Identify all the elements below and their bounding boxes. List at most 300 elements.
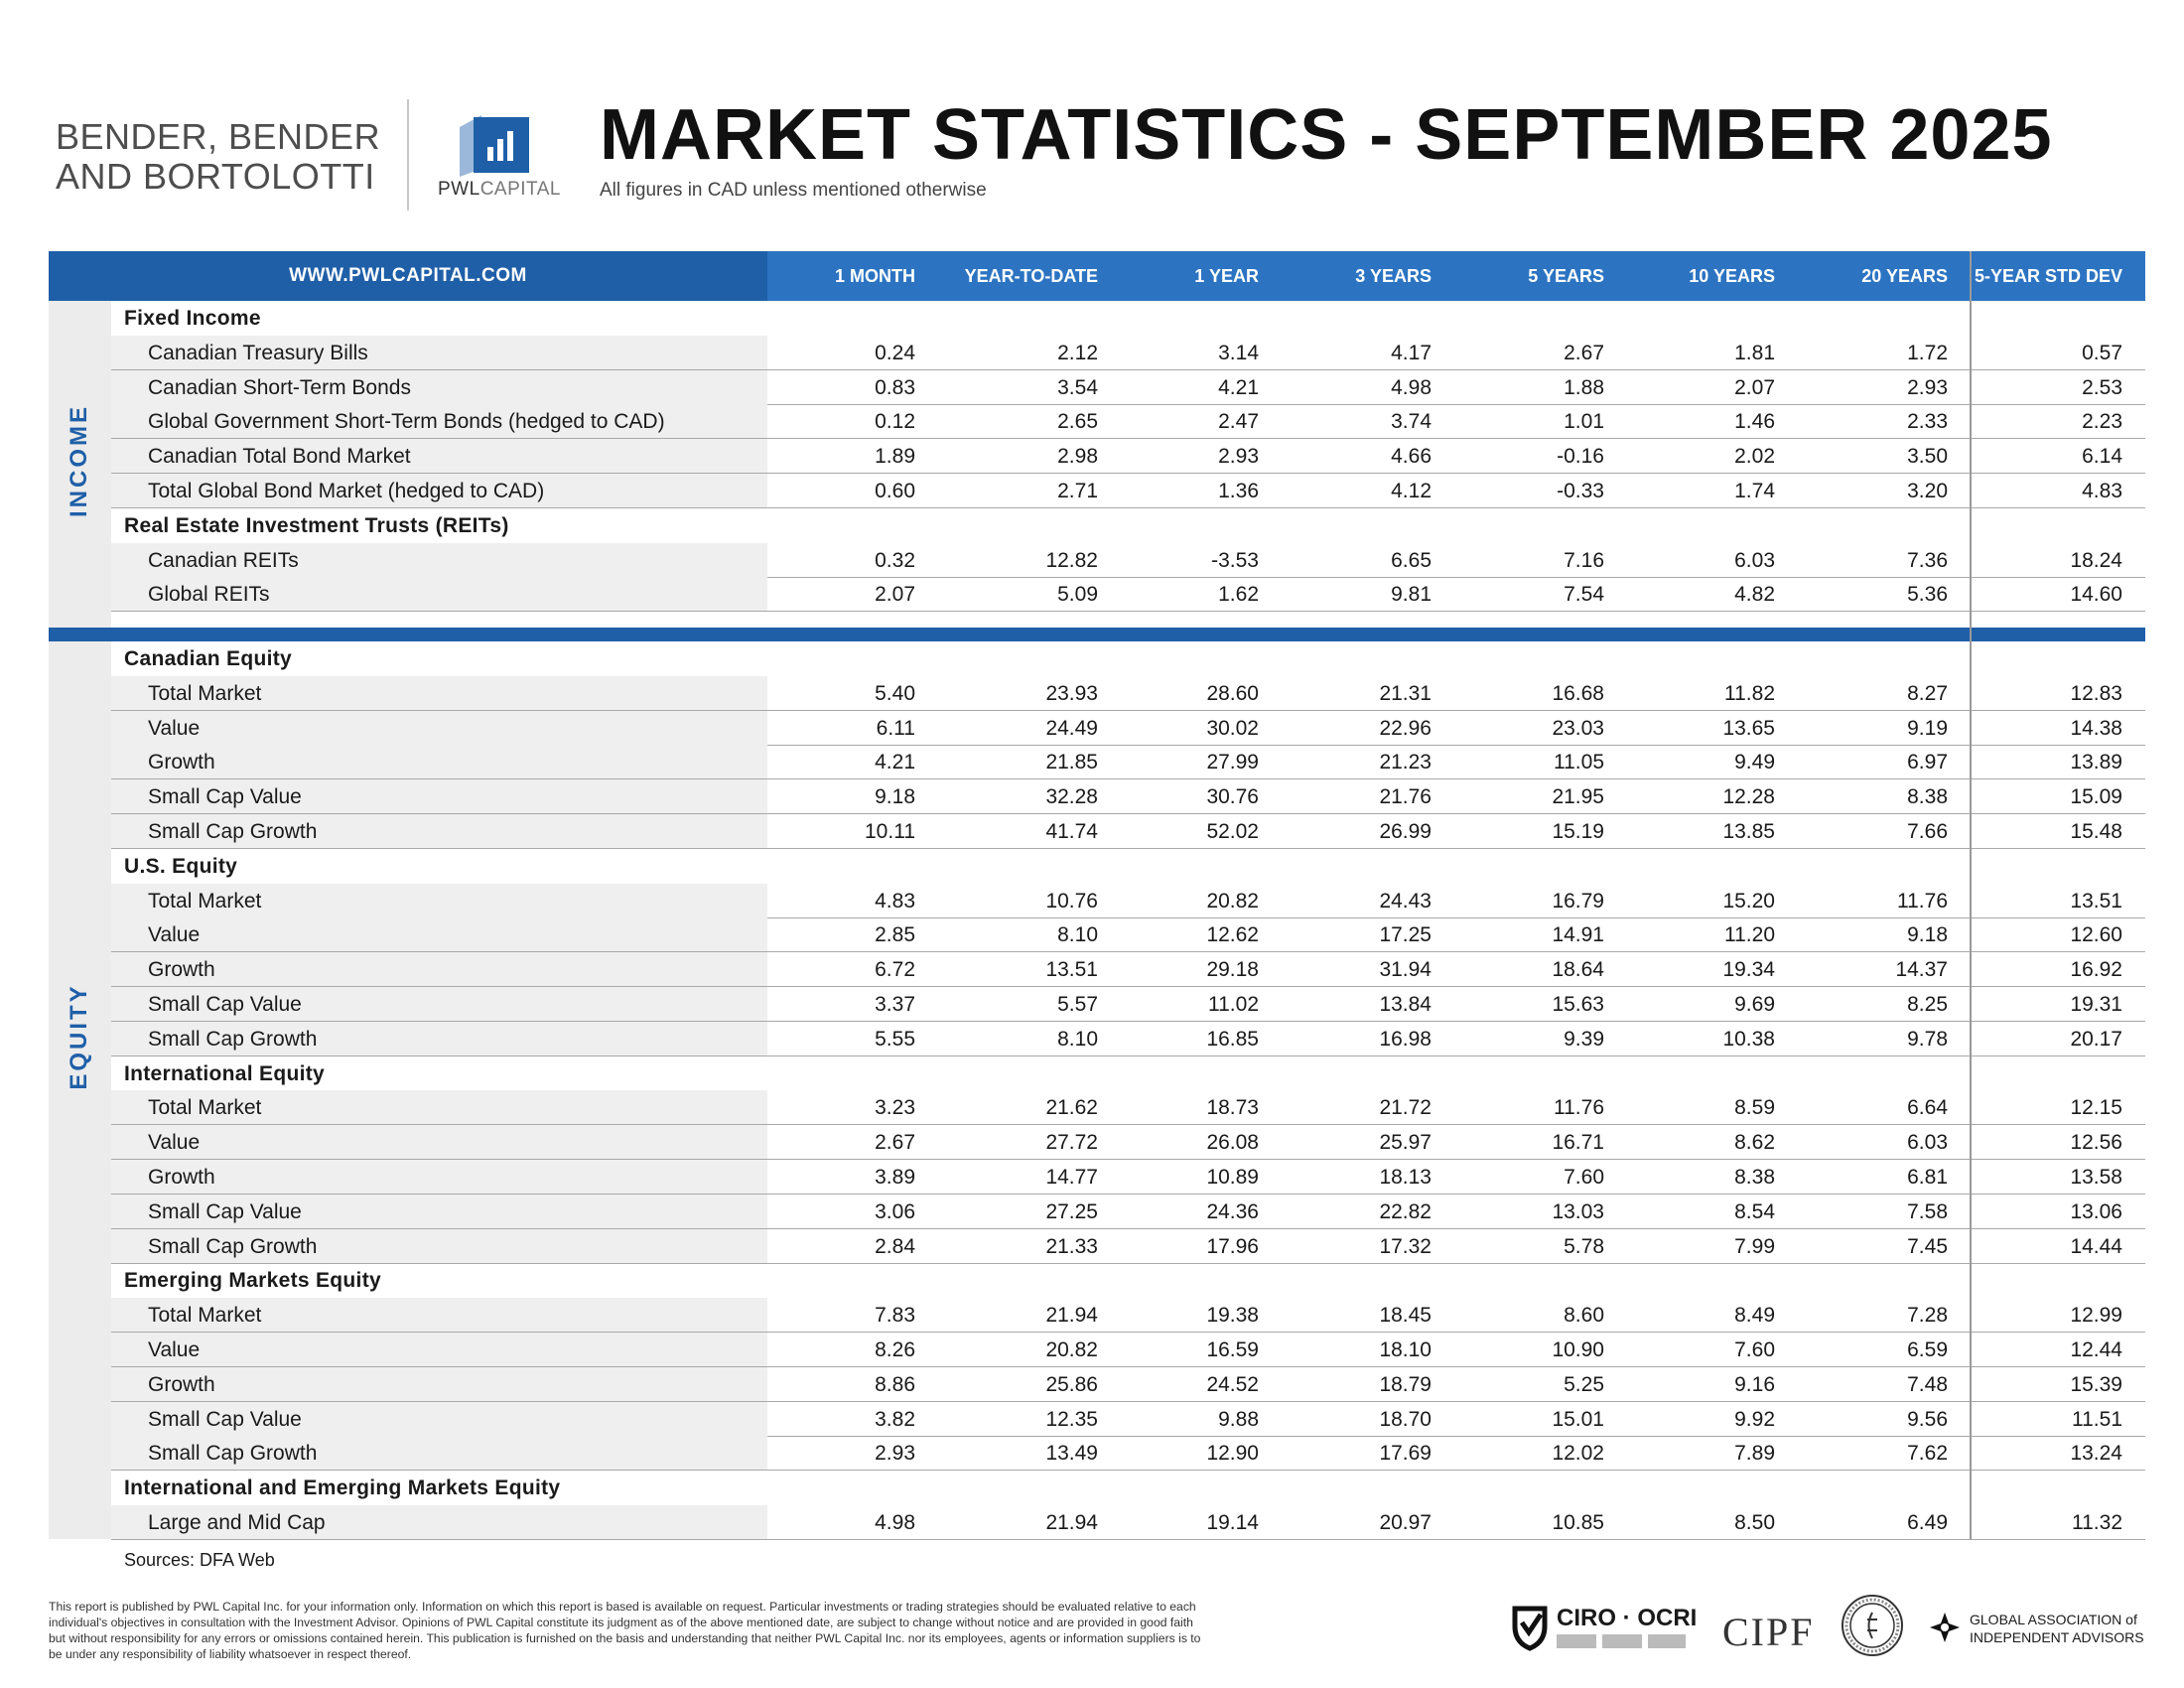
cell-value: 18.13 xyxy=(1379,1166,1432,1189)
cell-value: 2.53 xyxy=(2082,375,2122,399)
cell-value: 13.89 xyxy=(2070,751,2122,774)
cell-value: 19.38 xyxy=(1206,1304,1259,1328)
cell-value: 30.02 xyxy=(1206,716,1259,740)
cell-value: 8.50 xyxy=(1734,1511,1775,1534)
cell-value: 6.64 xyxy=(1907,1096,1948,1120)
column-header: 1 MONTH xyxy=(835,266,915,286)
cell-value: 3.06 xyxy=(875,1199,915,1223)
cell-value: 11.02 xyxy=(1208,993,1259,1016)
cell-value: 6.14 xyxy=(2082,445,2122,469)
cell-value: -0.16 xyxy=(1557,445,1604,469)
cell-value: 8.38 xyxy=(1907,785,1948,809)
table-row xyxy=(111,1090,2145,1125)
cell-value: 7.45 xyxy=(1907,1234,1948,1258)
row-label: Small Cap Growth xyxy=(148,1442,318,1466)
table-row xyxy=(111,1367,2145,1402)
cell-value: 8.86 xyxy=(875,1372,915,1396)
cell-value: 17.32 xyxy=(1379,1234,1432,1258)
row-label: Total Market xyxy=(148,681,262,705)
table-row xyxy=(111,952,2145,987)
cell-value: 15.19 xyxy=(1552,820,1604,843)
cell-value: 6.03 xyxy=(1734,548,1775,572)
firm-name-line2: AND BORTOLOTTI xyxy=(56,156,375,197)
table-row xyxy=(111,336,2145,370)
cell-value: 4.17 xyxy=(1391,341,1432,364)
cell-value: 25.97 xyxy=(1379,1131,1432,1155)
cell-value: 8.10 xyxy=(1057,923,1098,947)
cell-value: 8.38 xyxy=(1734,1166,1775,1189)
row-label: Total Global Bond Market (hedged to CAD) xyxy=(148,480,545,502)
cell-value: 7.66 xyxy=(1907,820,1948,843)
table-row xyxy=(111,1229,2145,1264)
table-row xyxy=(111,676,2145,711)
row-label-shade xyxy=(111,917,767,951)
row-label: Value xyxy=(148,716,201,740)
row-label: Small Cap Value xyxy=(148,1199,302,1223)
cell-value: 6.59 xyxy=(1907,1338,1948,1361)
cell-value: 5.25 xyxy=(1564,1372,1604,1396)
cell-value: 18.45 xyxy=(1379,1304,1432,1328)
row-label: Total Market xyxy=(148,889,262,913)
cell-value: 12.56 xyxy=(2070,1131,2122,1155)
cell-value: 41.74 xyxy=(1045,820,1098,843)
gaia-line2: INDEPENDENT ADVISORS xyxy=(1970,1629,2144,1645)
cell-value: 16.98 xyxy=(1379,1027,1432,1051)
cell-value: 5.57 xyxy=(1057,993,1098,1016)
cell-value: 1.89 xyxy=(875,445,915,469)
row-label: Canadian Short-Term Bonds xyxy=(148,375,411,399)
cell-value: 3.54 xyxy=(1057,375,1098,399)
cell-value: 9.49 xyxy=(1734,751,1775,774)
cell-value: 18.79 xyxy=(1379,1372,1432,1396)
cell-value: 7.58 xyxy=(1907,1199,1948,1223)
cell-value: 5.36 xyxy=(1907,583,1948,607)
cell-value: 2.98 xyxy=(1057,445,1098,469)
cell-value: 8.54 xyxy=(1734,1199,1775,1223)
cell-value: 8.26 xyxy=(875,1338,915,1361)
cell-value: 8.49 xyxy=(1734,1304,1775,1328)
row-label-shade xyxy=(111,1333,767,1366)
ciro-logo-text: CIRO · OCRI xyxy=(1557,1605,1698,1631)
cell-value: 9.78 xyxy=(1907,1027,1948,1051)
cell-value: 26.99 xyxy=(1379,820,1432,843)
cell-value: 5.55 xyxy=(875,1027,915,1051)
cell-value: 1.88 xyxy=(1564,375,1604,399)
column-header: 20 YEARS xyxy=(1861,266,1948,286)
column-header: 5-YEAR STD DEV xyxy=(1974,266,2122,286)
row-label: Value xyxy=(148,1131,201,1155)
cell-value: 27.72 xyxy=(1045,1131,1098,1155)
cell-value: 9.18 xyxy=(1907,923,1948,947)
cell-value: 6.49 xyxy=(1907,1511,1948,1534)
cell-value: 2.07 xyxy=(875,583,915,607)
cell-value: 2.93 xyxy=(875,1442,915,1466)
cell-value: 10.76 xyxy=(1045,889,1098,913)
cell-value: 16.92 xyxy=(2070,958,2122,982)
group-header xyxy=(111,301,2145,335)
column-header: 1 YEAR xyxy=(1194,266,1259,286)
page-title: MARKET STATISTICS - SEPTEMBER 2025 xyxy=(600,95,2053,175)
cell-value: 10.85 xyxy=(1552,1511,1604,1534)
cell-value: 7.60 xyxy=(1734,1338,1775,1361)
cell-value: 9.39 xyxy=(1564,1027,1604,1051)
cell-value: 9.56 xyxy=(1907,1407,1948,1431)
cell-value: 3.37 xyxy=(875,993,915,1016)
cell-value: 2.84 xyxy=(875,1234,915,1258)
table-row xyxy=(111,1195,2145,1229)
disclaimer: This report is published by PWL Capital Inc. for your information only. Information on which this report is based is available on request. Particular investments or trading strategies should be evaluated relative to each individual's objectives in consultation with the Investment Advisor. Opinions of PWL Capital constitute its judgment as of the above mentioned date, are subject to change without notice and are provided in good faith but without responsibility for any errors or omissions contained herein. This publication is furnished on the basis and understanding that neither PWL Capital Inc. nor its employees, agents or information suppliers is to be under any responsibility of liability whatsoever in respect thereof. xyxy=(49,1600,1201,1661)
section-label-income: INCOME xyxy=(66,404,92,517)
row-label: Small Cap Value xyxy=(148,993,302,1016)
group-title: Emerging Markets Equity xyxy=(124,1269,381,1293)
cell-value: 12.99 xyxy=(2070,1304,2122,1328)
row-label: Small Cap Value xyxy=(148,785,302,809)
cell-value: 2.23 xyxy=(2082,410,2122,434)
cell-value: 13.58 xyxy=(2070,1166,2122,1189)
cell-value: 4.21 xyxy=(1218,375,1259,399)
gaia-line1: GLOBAL ASSOCIATION of xyxy=(1970,1612,2137,1627)
cell-value: 27.99 xyxy=(1206,751,1259,774)
cell-value: 4.82 xyxy=(1734,583,1775,607)
cell-value: 2.67 xyxy=(875,1131,915,1155)
cell-value: 13.51 xyxy=(2070,889,2122,913)
cell-value: 14.37 xyxy=(1895,958,1948,982)
cell-value: 2.33 xyxy=(1907,410,1948,434)
cell-value: 2.93 xyxy=(1907,375,1948,399)
cell-value: 2.85 xyxy=(875,923,915,947)
cell-value: 18.24 xyxy=(2070,548,2122,572)
cell-value: 1.74 xyxy=(1734,480,1775,502)
cell-value: 9.69 xyxy=(1734,993,1775,1016)
cell-value: 4.98 xyxy=(1391,375,1432,399)
firm-name-line1: BENDER, BENDER xyxy=(56,116,381,157)
cell-value: 10.38 xyxy=(1722,1027,1775,1051)
cell-value: 27.25 xyxy=(1045,1199,1098,1223)
cell-value: 18.73 xyxy=(1206,1096,1259,1120)
cell-value: 11.51 xyxy=(2072,1407,2122,1431)
cell-value: 52.02 xyxy=(1206,820,1259,843)
cell-value: 15.39 xyxy=(2070,1372,2122,1396)
group-header xyxy=(111,1471,2145,1504)
cell-value: 11.32 xyxy=(2072,1511,2122,1534)
cell-value: 3.82 xyxy=(875,1407,915,1431)
row-label: Global Government Short-Term Bonds (hedged to CAD) xyxy=(148,410,665,434)
ciro-subtext-icon xyxy=(1557,1634,1686,1648)
cell-value: 22.96 xyxy=(1379,716,1432,740)
cell-value: 3.23 xyxy=(875,1096,915,1120)
cell-value: 3.14 xyxy=(1218,341,1259,364)
row-label: Value xyxy=(148,1338,201,1361)
cell-value: 7.54 xyxy=(1564,583,1604,607)
cell-value: 21.94 xyxy=(1045,1511,1098,1534)
cell-value: 8.62 xyxy=(1734,1131,1775,1155)
column-header: 3 YEARS xyxy=(1355,266,1432,286)
ciro-logo xyxy=(1511,1603,1698,1657)
cell-value: 11.76 xyxy=(1554,1096,1604,1120)
cell-value: 30.76 xyxy=(1206,785,1259,809)
cell-value: 8.60 xyxy=(1564,1304,1604,1328)
cell-value: 21.23 xyxy=(1379,751,1432,774)
cell-value: 13.06 xyxy=(2070,1199,2122,1223)
table-row xyxy=(111,474,2145,508)
row-label-shade xyxy=(111,1125,767,1159)
seal-logo-icon xyxy=(1840,1593,1905,1663)
cell-value: 20.17 xyxy=(2070,1027,2122,1051)
cell-value: 19.34 xyxy=(1722,958,1775,982)
cell-value: 20.82 xyxy=(1206,889,1259,913)
cell-value: 15.48 xyxy=(2070,820,2122,843)
cell-value: 4.12 xyxy=(1391,480,1432,502)
cell-value: 1.01 xyxy=(1564,410,1604,434)
cell-value: 29.18 xyxy=(1206,958,1259,982)
cell-value: 12.90 xyxy=(1206,1442,1259,1466)
row-label: Large and Mid Cap xyxy=(148,1511,326,1534)
table-row xyxy=(111,1333,2145,1367)
cipf-logo: CIPF xyxy=(1722,1610,1815,1654)
cell-value: 18.64 xyxy=(1552,958,1604,982)
cell-value: 9.18 xyxy=(875,785,915,809)
cell-value: 10.89 xyxy=(1206,1166,1259,1189)
cell-value: 7.62 xyxy=(1907,1442,1948,1466)
group-title: Real Estate Investment Trusts (REITs) xyxy=(124,513,509,537)
row-label: Canadian Treasury Bills xyxy=(148,341,368,364)
gaia-logo xyxy=(1928,1611,2144,1649)
table-row xyxy=(111,439,2145,474)
gaia-star-icon xyxy=(1928,1611,1962,1644)
cell-value: 16.68 xyxy=(1552,681,1604,705)
cell-value: 16.79 xyxy=(1552,889,1604,913)
cell-value: 13.51 xyxy=(1045,958,1098,982)
cell-value: 2.65 xyxy=(1057,410,1098,434)
cell-value: 21.72 xyxy=(1379,1096,1432,1120)
cell-value: 7.89 xyxy=(1734,1442,1775,1466)
firm-name xyxy=(56,117,380,197)
table-row xyxy=(111,1125,2145,1160)
cell-value: 9.16 xyxy=(1734,1372,1775,1396)
cell-value: 8.59 xyxy=(1734,1096,1775,1120)
sources-note: Sources: DFA Web xyxy=(124,1550,275,1570)
row-label: Canadian REITs xyxy=(148,548,299,572)
cell-value: 0.60 xyxy=(875,480,915,502)
cell-value: 5.40 xyxy=(875,681,915,705)
cell-value: 15.09 xyxy=(2070,785,2122,809)
table-row xyxy=(111,987,2145,1022)
group-header xyxy=(111,849,2145,883)
row-label: Canadian Total Bond Market xyxy=(148,445,411,469)
cell-value: 13.49 xyxy=(1045,1442,1098,1466)
cell-value: 28.60 xyxy=(1206,681,1259,705)
row-label: Value xyxy=(148,923,201,947)
std-dev-divider xyxy=(1970,251,1972,1539)
cell-value: 14.91 xyxy=(1552,923,1604,947)
cell-value: 21.94 xyxy=(1045,1304,1098,1328)
cell-value: 1.72 xyxy=(1907,341,1948,364)
row-label: Small Cap Growth xyxy=(148,1234,318,1258)
cell-value: 3.89 xyxy=(875,1166,915,1189)
cell-value: 14.38 xyxy=(2070,716,2122,740)
ciro-shield-icon xyxy=(1511,1603,1549,1652)
cell-value: 14.60 xyxy=(2070,583,2122,607)
cell-value: 1.62 xyxy=(1218,583,1259,607)
group-header xyxy=(111,1056,2145,1090)
cell-value: 13.03 xyxy=(1552,1199,1604,1223)
section-label-equity: EQUITY xyxy=(66,983,92,1090)
row-label-shade xyxy=(111,711,767,745)
group-title: International and Emerging Markets Equity xyxy=(124,1477,561,1500)
table-row xyxy=(111,1505,2145,1540)
cell-value: 25.86 xyxy=(1045,1372,1098,1396)
cell-value: 21.95 xyxy=(1552,785,1604,809)
cell-value: 0.12 xyxy=(875,410,915,434)
group-title: U.S. Equity xyxy=(124,854,238,878)
cell-value: 23.93 xyxy=(1045,681,1098,705)
group-header xyxy=(111,641,2145,675)
table-row xyxy=(111,1402,2145,1437)
cell-value: 21.85 xyxy=(1045,751,1098,774)
cell-value: 13.65 xyxy=(1722,716,1775,740)
cell-value: 16.71 xyxy=(1552,1131,1604,1155)
cell-value: -0.33 xyxy=(1557,480,1604,502)
cell-value: 14.44 xyxy=(2070,1234,2122,1258)
cell-value: 18.10 xyxy=(1379,1338,1432,1361)
row-label: Growth xyxy=(148,958,215,982)
cell-value: 19.14 xyxy=(1206,1511,1259,1534)
cell-value: 15.63 xyxy=(1552,993,1604,1016)
cell-value: 15.20 xyxy=(1722,889,1775,913)
cell-value: 32.28 xyxy=(1045,785,1098,809)
cell-value: 0.57 xyxy=(2082,341,2122,364)
cell-value: 13.84 xyxy=(1379,993,1432,1016)
table-row xyxy=(111,1436,2145,1471)
cell-value: 12.15 xyxy=(2070,1096,2122,1120)
cell-value: 3.74 xyxy=(1391,410,1432,434)
page-subtitle: All figures in CAD unless mentioned otherwise xyxy=(600,180,987,201)
cell-value: 8.25 xyxy=(1907,993,1948,1016)
website-link[interactable]: WWW.PWLCAPITAL.COM xyxy=(289,265,527,286)
cell-value: 4.21 xyxy=(875,751,915,774)
cell-value: 20.82 xyxy=(1045,1338,1098,1361)
cell-value: 3.20 xyxy=(1907,480,1948,502)
column-header: 5 YEARS xyxy=(1528,266,1604,286)
cell-value: 6.72 xyxy=(875,958,915,982)
table-row xyxy=(111,884,2145,918)
cell-value: 16.85 xyxy=(1206,1027,1259,1051)
cell-value: 23.03 xyxy=(1552,716,1604,740)
cell-value: 2.71 xyxy=(1057,480,1098,502)
cell-value: 17.96 xyxy=(1206,1234,1259,1258)
row-label: Small Cap Value xyxy=(148,1407,302,1431)
cell-value: 7.99 xyxy=(1734,1234,1775,1258)
cell-value: 12.60 xyxy=(2070,923,2122,947)
table-row xyxy=(111,577,2145,612)
cell-value: -3.53 xyxy=(1211,548,1259,572)
cell-value: 2.67 xyxy=(1564,341,1604,364)
table-row xyxy=(111,779,2145,814)
cell-value: 6.97 xyxy=(1907,751,1948,774)
group-header xyxy=(111,508,2145,542)
group-title: International Equity xyxy=(124,1061,326,1085)
cell-value: 7.60 xyxy=(1564,1166,1604,1189)
cell-value: 5.78 xyxy=(1564,1234,1604,1258)
cell-value: 24.36 xyxy=(1206,1199,1259,1223)
cell-value: 7.28 xyxy=(1907,1304,1948,1328)
cell-value: 0.24 xyxy=(875,341,915,364)
cell-value: 6.11 xyxy=(876,716,915,740)
cell-value: 12.82 xyxy=(1045,548,1098,572)
cell-value: 2.47 xyxy=(1218,410,1259,434)
row-label: Growth xyxy=(148,1166,215,1189)
cell-value: 31.94 xyxy=(1379,958,1432,982)
row-label: Small Cap Growth xyxy=(148,1027,318,1051)
cell-value: 6.03 xyxy=(1907,1131,1948,1155)
table-row xyxy=(111,543,2145,578)
cell-value: 12.83 xyxy=(2070,681,2122,705)
cell-value: 20.97 xyxy=(1379,1511,1432,1534)
cell-value: 2.12 xyxy=(1057,341,1098,364)
cell-value: 9.92 xyxy=(1734,1407,1775,1431)
cell-value: 21.31 xyxy=(1379,681,1432,705)
header-divider xyxy=(407,99,409,211)
cell-value: 1.81 xyxy=(1734,341,1775,364)
cell-value: 26.08 xyxy=(1206,1131,1259,1155)
row-label: Small Cap Growth xyxy=(148,820,318,843)
cell-value: 7.83 xyxy=(875,1304,915,1328)
row-label: Growth xyxy=(148,1372,215,1396)
cell-value: 11.20 xyxy=(1724,923,1775,947)
cell-value: 9.88 xyxy=(1218,1407,1259,1431)
pwl-logo-bold: PWL xyxy=(438,179,480,200)
cell-value: 7.16 xyxy=(1564,548,1604,572)
cell-value: 8.27 xyxy=(1907,681,1948,705)
cell-value: 17.25 xyxy=(1379,923,1432,947)
table-row xyxy=(111,1160,2145,1195)
cell-value: 0.32 xyxy=(875,548,915,572)
group-title: Canadian Equity xyxy=(124,647,293,670)
cell-value: 6.81 xyxy=(1907,1166,1948,1189)
cell-value: 3.50 xyxy=(1907,445,1948,469)
cell-value: 19.31 xyxy=(2070,993,2122,1016)
cell-value: 21.33 xyxy=(1045,1234,1098,1258)
table-row xyxy=(111,1022,2145,1056)
cell-value: 7.36 xyxy=(1907,548,1948,572)
cell-value: 9.19 xyxy=(1907,716,1948,740)
pwl-logo-text xyxy=(438,179,561,201)
cell-value: 12.35 xyxy=(1045,1407,1098,1431)
cell-value: 4.98 xyxy=(875,1511,915,1534)
table-row xyxy=(111,1298,2145,1333)
cell-value: 12.28 xyxy=(1722,785,1775,809)
cell-value: 8.10 xyxy=(1057,1027,1098,1051)
cell-value: 21.76 xyxy=(1379,785,1432,809)
column-header: 10 YEARS xyxy=(1689,266,1775,286)
section-separator xyxy=(49,628,2145,641)
cell-value: 2.02 xyxy=(1734,445,1775,469)
group-header xyxy=(111,1263,2145,1297)
pwl-logo-light: CAPITAL xyxy=(479,179,561,200)
cell-value: 9.81 xyxy=(1391,583,1432,607)
table-row xyxy=(111,404,2145,439)
cell-value: 14.77 xyxy=(1045,1166,1098,1189)
table-row xyxy=(111,917,2145,952)
cell-value: 13.24 xyxy=(2070,1442,2122,1466)
table-row xyxy=(111,814,2145,849)
cell-value: 2.07 xyxy=(1734,375,1775,399)
table-row xyxy=(111,745,2145,779)
cell-value: 4.83 xyxy=(2082,480,2122,502)
cell-value: 1.46 xyxy=(1734,410,1775,434)
cell-value: 5.09 xyxy=(1057,583,1098,607)
cell-value: 12.62 xyxy=(1206,923,1259,947)
